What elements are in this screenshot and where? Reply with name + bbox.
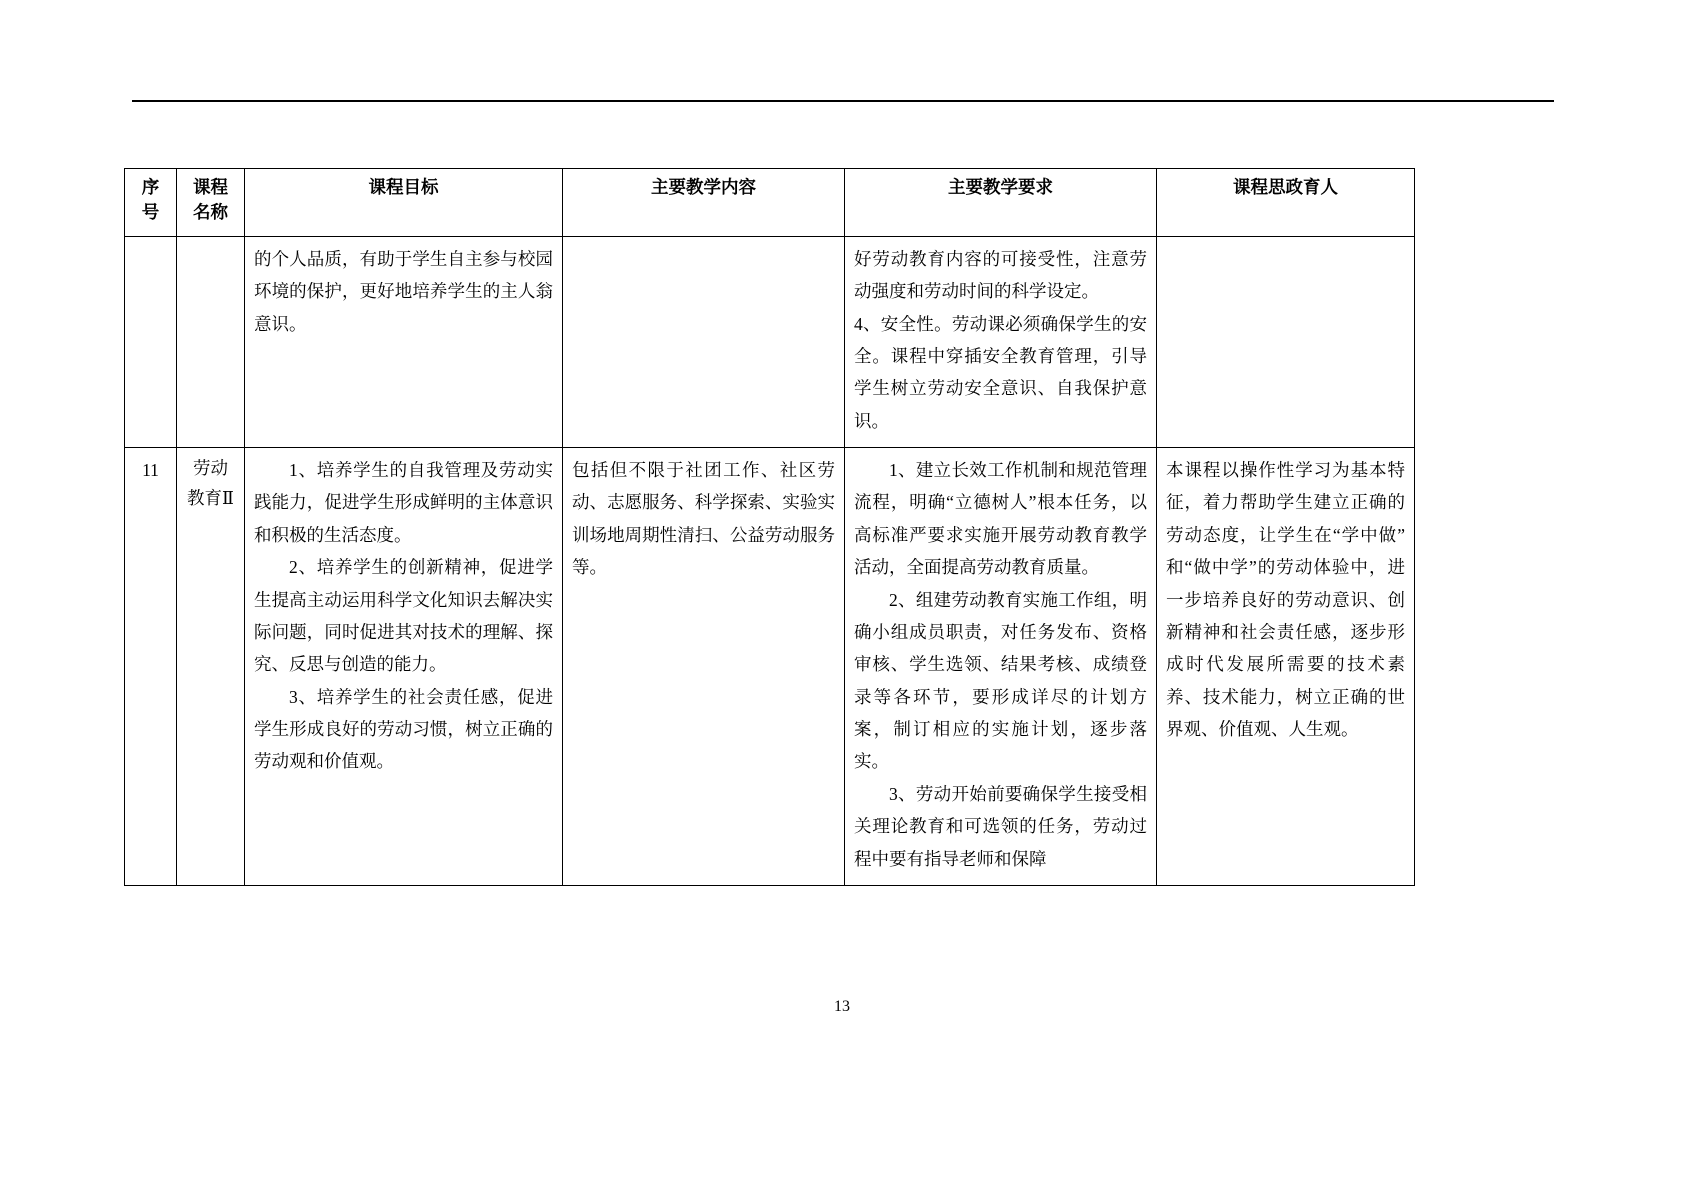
goal-paragraph: 2、培养学生的创新精神，促进学生提高主动运用科学文化知识去解决实际问题，同时促进其对技术的理解、探究、反思与创造的能力。 <box>254 557 553 675</box>
requirement-paragraph: 3、劳动开始前要确保学生接受相关理论教育和可选领的任务，劳动过程中要有指导老师和保障 <box>854 783 1147 869</box>
cell-teaching-content <box>563 236 845 447</box>
column-header-teaching-content: 主要教学内容 <box>563 169 845 237</box>
cell-course-goal <box>245 236 563 447</box>
course-table-container <box>124 168 1414 886</box>
table-row <box>125 236 1415 447</box>
column-header-course-name: 课程名称 <box>177 169 245 237</box>
cell-teaching-requirement <box>845 236 1157 447</box>
ideology-paragraph: 本课程以操作性学习为基本特征，着力帮助学生建立正确的劳动态度，让学生在“学中做”和“做中学”的劳动体验中，进一步培养良好的劳动意识、创新精神和社会责任感，逐步形成时代发展所需要的技术素养、技术能力，树立正确的世界观、价值观、人生观。 <box>1166 460 1405 739</box>
cell-teaching-requirement <box>845 448 1157 886</box>
table-header-row <box>125 169 1415 237</box>
goal-paragraph: 1、培养学生的自我管理及劳动实践能力，促进学生形成鲜明的主体意识和积极的生活态度。 <box>254 460 553 545</box>
column-header-teaching-requirement: 主要教学要求 <box>845 169 1157 237</box>
cell-course-goal <box>245 448 563 886</box>
table-header <box>125 169 1415 237</box>
course-table <box>124 168 1415 886</box>
content-paragraph: 包括但不限于社团工作、社区劳动、志愿服务、科学探索、实验实训场地周期性清扫、公益劳动服务等。 <box>572 460 835 578</box>
header-divider <box>132 100 1554 102</box>
requirement-paragraph: 4、安全性。劳动课必须确保学生的安全。课程中穿插安全教育管理，引导学生树立劳动安全意识、自我保护意识。 <box>854 313 1147 431</box>
cell-ideological-education <box>1157 448 1415 886</box>
page-number: 13 <box>834 998 850 1015</box>
table-body <box>125 236 1415 885</box>
cell-course-name: 劳动教育Ⅱ <box>177 448 245 886</box>
cell-teaching-content <box>563 448 845 886</box>
cell-no <box>125 236 177 447</box>
cell-no: 11 <box>125 448 177 886</box>
table-row <box>125 448 1415 886</box>
requirement-paragraph: 2、组建劳动教育实施工作组，明确小组成员职责，对任务发布、资格审核、学生选领、结果考核、成绩登录等各环节，要形成详尽的计划方案，制订相应的实施计划，逐步落实。 <box>854 589 1147 772</box>
column-header-ideological-education: 课程思政育人 <box>1157 169 1415 237</box>
goal-paragraph: 3、培养学生的社会责任感，促进学生形成良好的劳动习惯，树立正确的劳动观和价值观。 <box>254 686 553 772</box>
column-header-course-goal: 课程目标 <box>245 169 563 237</box>
column-header-no: 序号 <box>125 169 177 237</box>
requirement-paragraph: 好劳动教育内容的可接受性，注意劳动强度和劳动时间的科学设定。 <box>854 248 1147 302</box>
requirement-paragraph: 1、建立长效工作机制和规范管理流程，明确“立德树人”根本任务，以高标准严要求实施开展劳动教育教学活动，全面提高劳动教育质量。 <box>854 460 1147 578</box>
cell-course-name <box>177 236 245 447</box>
cell-ideological-education <box>1157 236 1415 447</box>
goal-paragraph: 的个人品质，有助于学生自主参与校园环境的保护，更好地培养学生的主人翁意识。 <box>254 248 553 334</box>
